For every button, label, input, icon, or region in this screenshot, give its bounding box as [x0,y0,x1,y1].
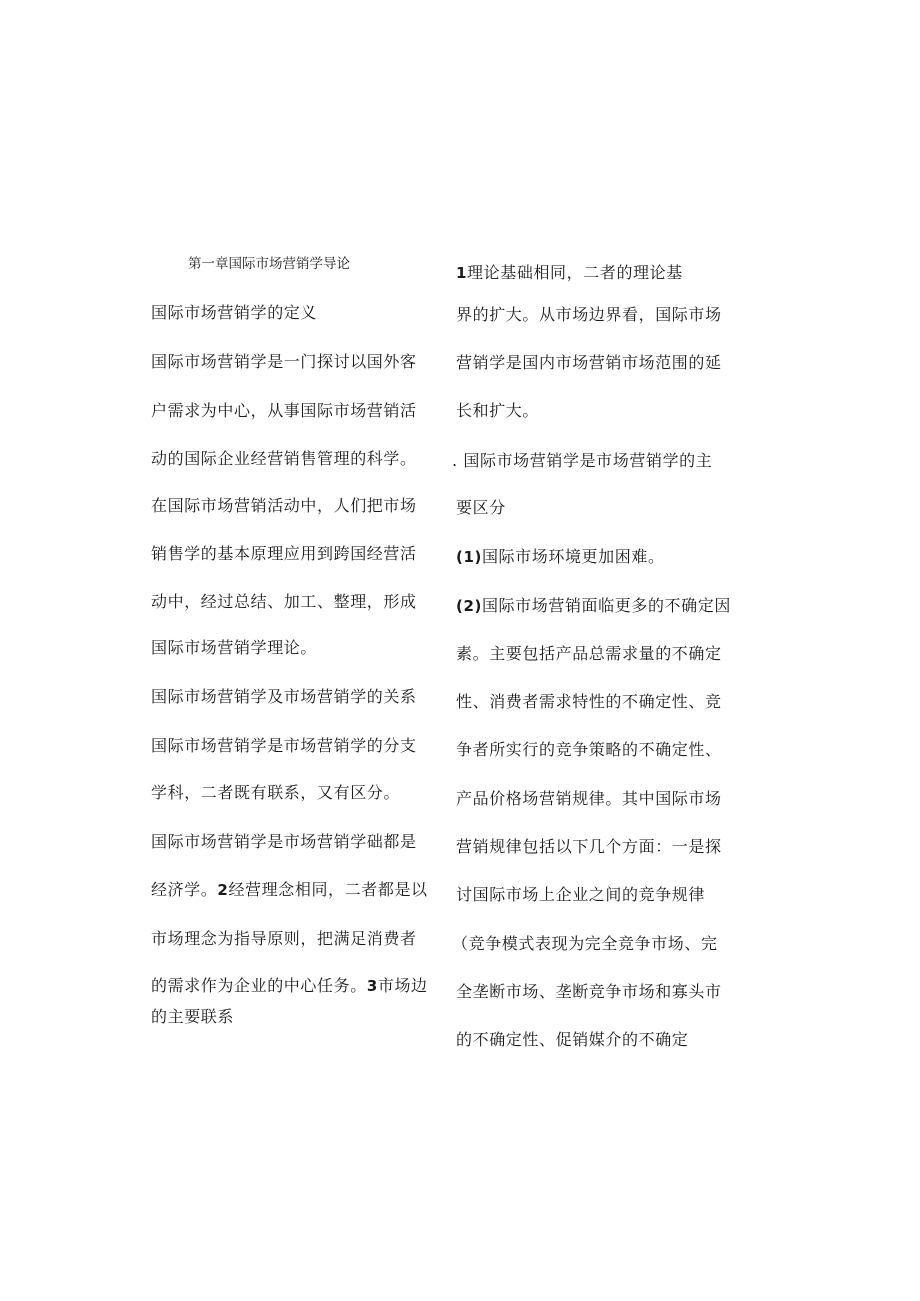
section-heading-relationship: 国际市场营销学及市场营销学的关系 [151,687,417,706]
paragraph-line: 户需求为中心，从事国际市场营销活 [151,401,417,420]
paragraph-line: 在国际市场营销活动中，人们把市场 [151,496,417,515]
paragraph-line: 动的国际企业经营销售管理的科学。 [151,449,417,468]
paragraph-line: 的主要联系 [151,1007,235,1026]
paragraph-line: 动中，经过总结、加工、整理，形成 [151,592,417,611]
paragraph-line: 国际市场营销学是市场营销学的分支 [151,736,417,755]
paragraph-line: 性、消费者需求特性的不确定性、竞 [456,692,722,711]
list-item-2: (2)国际市场营销面临更多的不确定因 [456,596,731,615]
paragraph-line: （竞争模式表现为完全竞争市场、完 [452,934,718,953]
paragraph-line: 产品价格场营销规律。其中国际市场 [456,789,722,808]
paragraph-line: 要区分 [456,498,506,517]
paragraph-line: 争者所实行的竞争策略的不确定性、 [456,740,722,759]
paragraph-line: 1理论基础相同，二者的理论基 [456,263,683,282]
paragraph-line: 全垄断市场、垄断竞争市场和寡头市 [456,982,722,1001]
paragraph-line: 学科，二者既有联系，又有区分。 [151,783,401,802]
section-heading-definition: 国际市场营销学的定义 [151,303,318,322]
paragraph-line: 的需求作为企业的中心任务。3市场边 [151,976,428,995]
paragraph-line: 经济学。2经营理念相同，二者都是以 [151,880,428,899]
list-item-1: (1)国际市场环境更加困难。 [456,547,665,566]
paragraph-line: 销售学的基本原理应用到跨国经营活 [151,544,417,563]
paragraph-line: 讨国际市场上企业之间的竞争规律 [456,885,706,904]
paragraph-line: 的不确定性、促销媒介的不确定 [456,1030,689,1049]
paragraph-line: 国际市场营销学理论。 [151,638,318,657]
paragraph-line: 界的扩大。从市场边界看，国际市场 [456,305,722,324]
list-number: 1 [456,264,468,282]
paragraph-line: 国际市场营销学是市场营销学础都是 [151,832,417,851]
paragraph-line: 市场理念为指导原则，把满足消费者 [151,929,417,948]
section-heading-differences: . 国际市场营销学是市场营销学的主 [452,451,713,470]
list-number: (1) [456,548,482,566]
paragraph-line: 营销规律包括以下几个方面：一是探 [456,837,722,856]
inline-number: 3 [366,977,378,995]
inline-number: 2 [217,881,229,899]
paragraph-line: 营销学是国内市场营销市场范围的延 [456,353,722,372]
list-number: (2) [456,597,482,615]
chapter-title: 第一章国际市场营销学导论 [188,256,350,272]
paragraph-line: 国际市场营销学是一门探讨以国外客 [151,352,417,371]
paragraph-line: 长和扩大。 [456,401,540,420]
paragraph-line: 素。主要包括产品总需求量的不确定 [456,644,722,663]
